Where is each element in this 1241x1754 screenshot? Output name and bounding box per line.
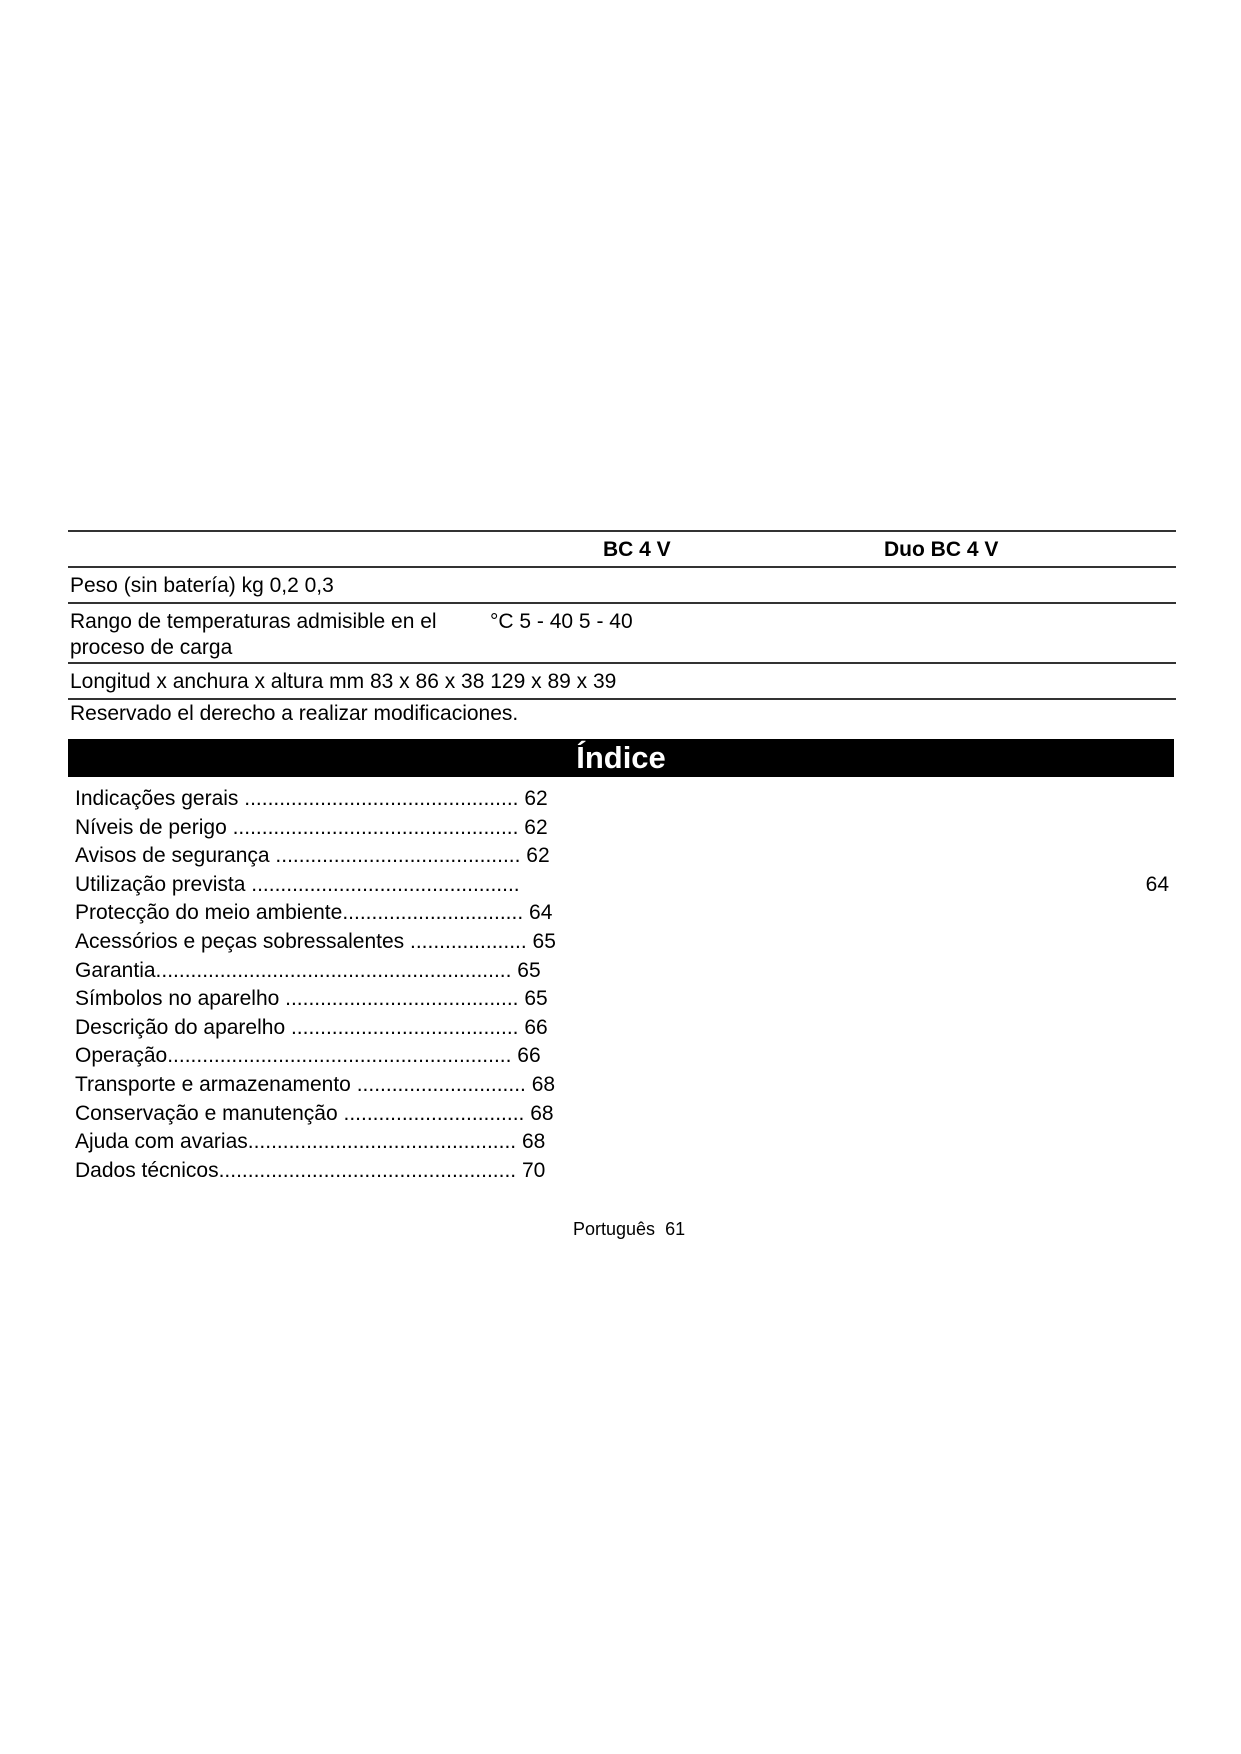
toc-entry-text: Conservação e manutenção ............................... 68 xyxy=(75,1101,554,1125)
row-label: Peso (sin batería) kg 0,2 0,3 xyxy=(70,574,334,597)
table-of-contents xyxy=(75,785,1175,1185)
toc-entry-text: Transporte e armazenamento ............................. 68 xyxy=(75,1072,556,1096)
section-title-bar xyxy=(68,739,1174,777)
technical-data-table xyxy=(68,530,1176,700)
table-row-temperature xyxy=(68,604,1176,662)
toc-entry-text: Acessórios e peças sobressalentes .................... 65 xyxy=(75,929,556,953)
toc-entry-page: 64 xyxy=(1145,872,1169,896)
section-title: Índice xyxy=(576,740,666,775)
toc-entry-text: Indicações gerais ............................................... 62 xyxy=(75,787,548,810)
toc-entry-text: Símbolos no aparelho ........................................ 65 xyxy=(75,987,548,1011)
toc-entry[interactable] xyxy=(75,1071,1175,1100)
toc-entry[interactable] xyxy=(75,1014,1175,1043)
page-footer xyxy=(573,1219,685,1240)
toc-entry[interactable] xyxy=(75,928,1175,957)
table-row-dimensions xyxy=(68,664,1176,698)
table-row-weight xyxy=(68,568,1176,602)
toc-entry-text: Níveis de perigo ................................................. 62 xyxy=(75,815,548,839)
row-label: Longitud x anchura x altura mm 83 x 86 x 38 129 x 89 x 39 xyxy=(70,670,617,693)
toc-entry[interactable] xyxy=(75,1128,1175,1157)
toc-entry-text: Garantia............................................................. 65 xyxy=(75,958,541,982)
row-value: °C 5 - 40 5 - 40 xyxy=(490,610,633,633)
column-header-bc4v: BC 4 V xyxy=(603,538,671,561)
toc-entry[interactable] xyxy=(75,899,1175,928)
row-label: Rango de temperaturas admisible en el proceso de carga xyxy=(70,610,437,659)
toc-entry[interactable] xyxy=(75,842,1175,871)
footer-language: Português xyxy=(573,1219,656,1239)
toc-entry-text: Ajuda com avarias.............................................. 68 xyxy=(75,1130,546,1154)
table-header-row xyxy=(68,532,1176,566)
toc-entry-text: Dados técnicos................................................... 70 xyxy=(75,1158,546,1182)
column-header-duo-bc4v: Duo BC 4 V xyxy=(884,538,999,561)
toc-entry-text: Descrição do aparelho ....................................... 66 xyxy=(75,1015,548,1039)
toc-entry[interactable] xyxy=(75,785,1175,814)
toc-entry-text: Operação........................................................... 66 xyxy=(75,1044,541,1068)
page-number: 61 xyxy=(665,1219,686,1239)
modification-note: Reservado el derecho a realizar modificaciones. xyxy=(70,702,519,725)
toc-entry-text: Utilização prevista .............................................. xyxy=(75,872,520,896)
toc-entry[interactable] xyxy=(75,1100,1175,1129)
toc-entry-text: Protecção do meio ambiente............................... 64 xyxy=(75,901,553,925)
toc-entry[interactable] xyxy=(75,814,1175,843)
table-rule xyxy=(68,698,1176,700)
toc-entry[interactable] xyxy=(75,871,1175,900)
toc-entry[interactable] xyxy=(75,957,1175,986)
toc-entry[interactable] xyxy=(75,1042,1175,1071)
toc-entry[interactable] xyxy=(75,985,1175,1014)
toc-entry-text: Avisos de segurança .......................................... 62 xyxy=(75,844,550,868)
toc-entry[interactable] xyxy=(75,1157,1175,1186)
